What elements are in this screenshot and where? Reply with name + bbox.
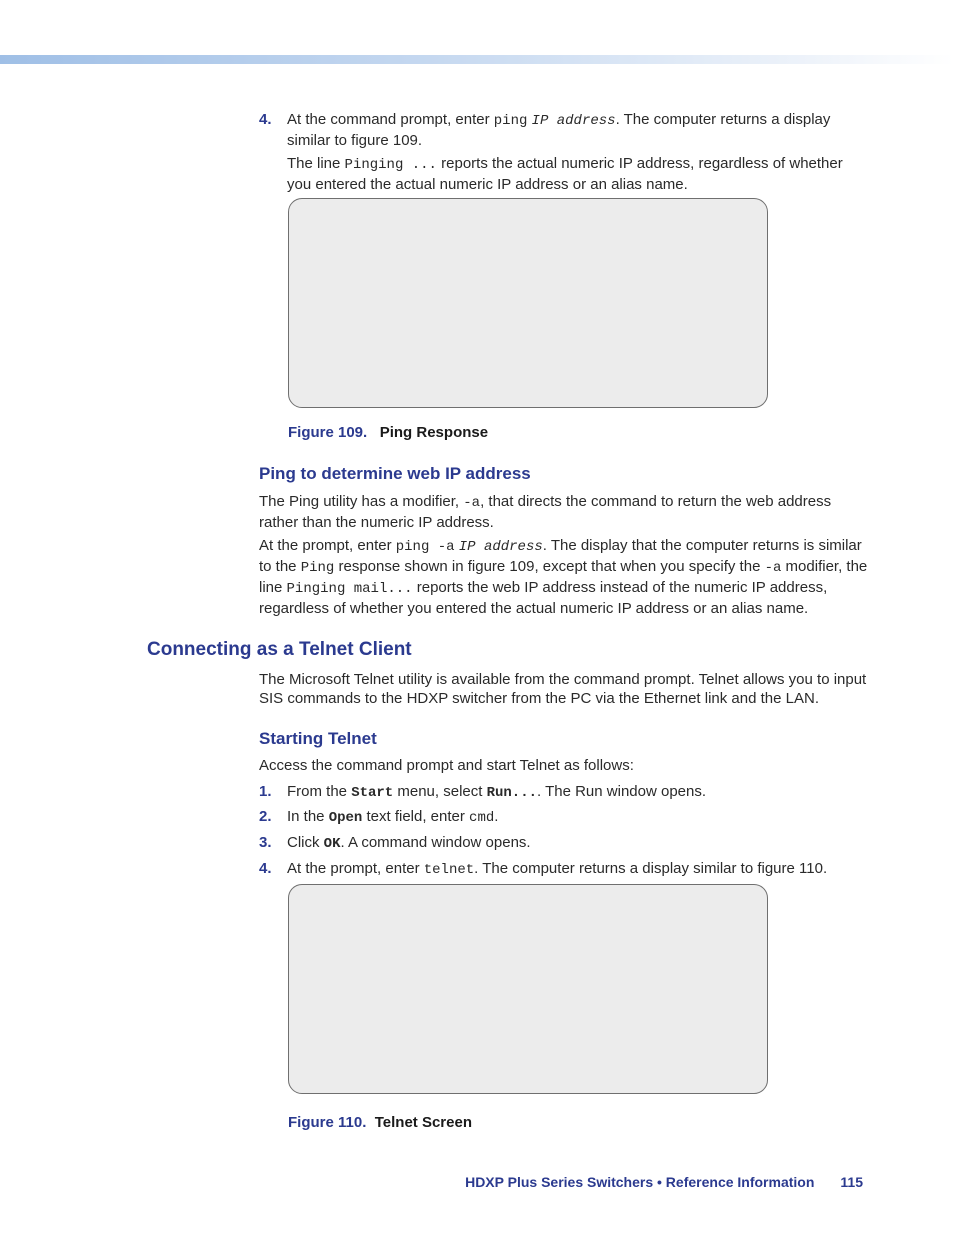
pinging-note: The line Pinging ... reports the actual numeric IP address, regardless of whether you entered the actual numeric IP address or an alias name. — [287, 155, 843, 193]
code-ip-address: IP address — [531, 113, 616, 129]
header-gradient-bar — [0, 55, 954, 64]
telnet-intro-para: The Microsoft Telnet utility is available from the command prompt. Telnet allows you to input SIS commands to the HDXP switcher from the PC via the Ethernet link and the LAN. — [259, 671, 867, 707]
figure-109-image — [288, 198, 768, 408]
code-pinging: Pinging ... — [344, 157, 437, 173]
figure-109-caption: Figure 109. Ping Response — [288, 424, 489, 441]
step-text: At the command prompt, enter ping IP address. The computer returns a display similar to figure 109. — [287, 111, 831, 149]
ui-ok-button-label: OK — [323, 836, 341, 852]
ui-run-command: Run... — [486, 785, 538, 801]
ui-start-menu: Start — [351, 785, 394, 801]
step-text: From the Start menu, select Run.... The Run window opens. — [287, 783, 707, 801]
page-footer — [465, 1173, 863, 1192]
page-number: 115 — [840, 1174, 863, 1190]
step-text: In the Open text field, enter cmd. — [287, 808, 499, 826]
step-number: 2. — [259, 808, 272, 825]
figure-110-caption: Figure 110. Telnet Screen — [288, 1114, 472, 1131]
heading-starting-telnet: Starting Telnet — [259, 729, 377, 748]
heading-ping-web-ip: Ping to determine web IP address — [259, 464, 531, 483]
ping-modifier-para: The Ping utility has a modifier, -a, that directs the command to return the web address rather than the numeric IP address. — [259, 493, 832, 531]
step-number: 4. — [259, 860, 272, 877]
ui-open-field: Open — [328, 810, 363, 826]
code-ping: ping — [493, 113, 528, 129]
step-number: 4. — [259, 111, 272, 128]
code-cmd: cmd — [469, 810, 495, 826]
starting-telnet-intro: Access the command prompt and start Telnet as follows: — [259, 757, 634, 774]
heading-telnet-client: Connecting as a Telnet Client — [147, 639, 412, 660]
code-telnet: telnet — [423, 862, 475, 878]
figure-110-image — [288, 884, 768, 1094]
footer-title: HDXP Plus Series Switchers • Reference Information — [465, 1174, 815, 1190]
step-number: 1. — [259, 783, 272, 800]
ping-a-para: At the prompt, enter ping -a IP address. The display that the computer returns is similar to the Ping response shown in figure 109, except that when you specify the -a modifier, the line Pinging mail... reports the web IP address instead of the numeric IP address, regardless of whether you entered the actual numeric IP address or an alias name. — [259, 537, 868, 617]
step-text: At the prompt, enter telnet. The computer returns a display similar to figure 110. — [287, 860, 828, 878]
step-text: Click OK. A command window opens. — [287, 834, 531, 852]
step-number: 3. — [259, 834, 272, 851]
